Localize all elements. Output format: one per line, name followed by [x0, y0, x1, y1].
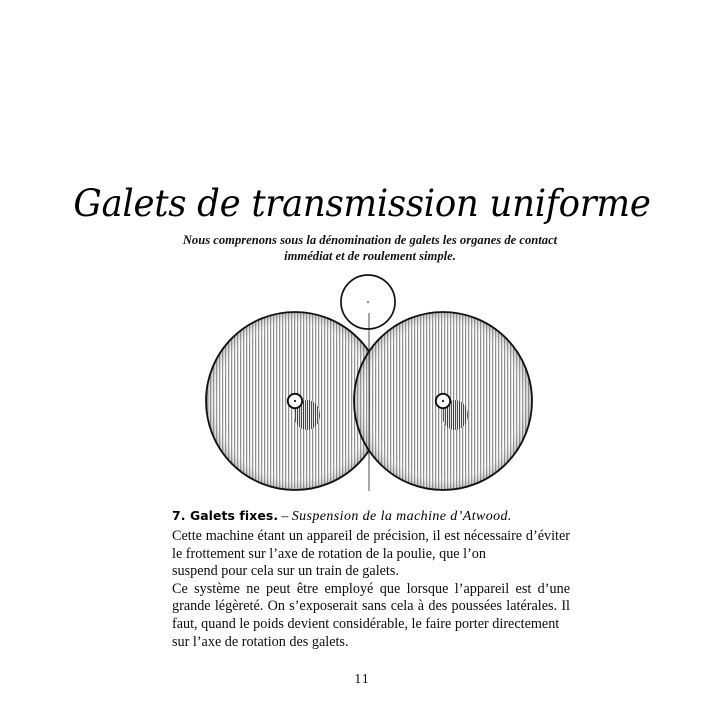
text-line: grande légèreté. On s’exposerait sans cela à des poussées latérales. Il	[172, 598, 570, 615]
small-roller	[341, 275, 395, 329]
page-number: 11	[354, 672, 370, 687]
text-line: Ce système ne peut être employé que lorsque l’appareil est d’une	[172, 580, 570, 597]
section-number-label: 7. Galets fixes.	[172, 508, 279, 523]
section-italic-note: Suspension de la machine d’Atwood.	[291, 509, 512, 524]
paragraph	[172, 528, 570, 581]
right-roller	[354, 312, 532, 490]
text-line: d’éviter le frottement sur l’axe de rotation de la poulie, que l’on	[172, 528, 570, 562]
body-text	[172, 506, 570, 651]
paragraph	[172, 581, 570, 651]
text-line: Cette machine étant un appareil de précision, il est nécessaire	[172, 528, 523, 544]
section-dash: –	[278, 508, 292, 523]
page-title: Galets de transmission uniforme	[73, 181, 651, 225]
text-line: faut, quand le poids devient considérable, le faire porter directement	[172, 615, 560, 632]
text-line: sur l’axe de rotation des galets.	[172, 633, 349, 650]
page-subtitle: Nous comprenons sous la dénomination de galets les organes de contact immédiat et de roulement simple.	[182, 232, 558, 263]
text-line: suspend pour cela sur un train de galets.	[172, 563, 399, 580]
figure-galets	[195, 265, 545, 500]
figure-svg	[195, 265, 545, 500]
section-heading	[172, 506, 570, 526]
